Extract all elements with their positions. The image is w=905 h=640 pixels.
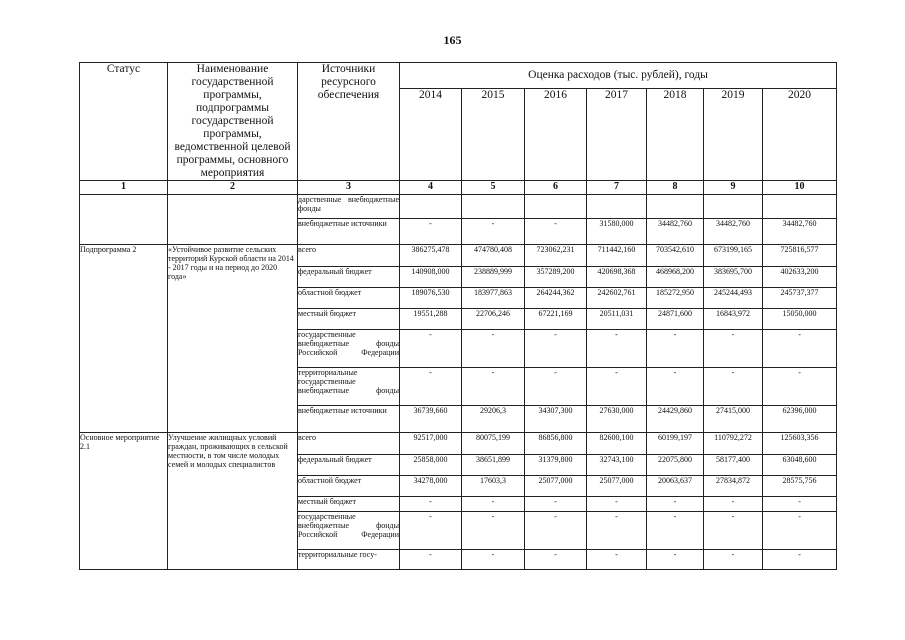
value-cell: 17603,3	[462, 476, 525, 497]
value-cell: 383695,700	[704, 267, 763, 288]
value-cell: 25077,000	[525, 476, 587, 497]
value-cell: 34482,760	[704, 219, 763, 245]
budget-table	[79, 62, 837, 570]
value-cell: -	[462, 330, 525, 368]
source-cell: внебюджетные источники	[298, 406, 400, 433]
value-cell: 386275,478	[400, 245, 462, 267]
value-cell: 402633,200	[763, 267, 837, 288]
value-cell	[400, 195, 462, 219]
value-cell: -	[763, 368, 837, 406]
value-cell: 15050,000	[763, 309, 837, 330]
value-cell: -	[763, 497, 837, 512]
program-name-cell: Улучшение жилищных условий граждан, проживающих в сельской местности, в том числе молодых семей и молодых специалистов	[168, 433, 298, 570]
value-cell: 62396,000	[763, 406, 837, 433]
header-estimate: Оценка расходов (тыс. рублей), годы	[400, 63, 837, 89]
value-cell: 27630,000	[587, 406, 647, 433]
value-cell: -	[400, 512, 462, 550]
value-cell: 703542,610	[647, 245, 704, 267]
value-cell: -	[525, 219, 587, 245]
value-cell: -	[525, 550, 587, 570]
value-cell: -	[704, 330, 763, 368]
value-cell: 245244,493	[704, 288, 763, 309]
column-number: 1	[80, 181, 168, 195]
header-sources: Источники ресурсного обеспечения	[298, 63, 400, 181]
value-cell	[462, 195, 525, 219]
value-cell	[647, 195, 704, 219]
value-cell: -	[704, 497, 763, 512]
value-cell: 711442,160	[587, 245, 647, 267]
value-cell: -	[587, 330, 647, 368]
header-year: 2020	[763, 89, 837, 181]
value-cell: 673199,165	[704, 245, 763, 267]
value-cell: -	[647, 497, 704, 512]
value-cell: 24429,860	[647, 406, 704, 433]
value-cell: 22075,800	[647, 455, 704, 476]
value-cell: 32743,100	[587, 455, 647, 476]
value-cell: -	[400, 368, 462, 406]
value-cell: 34307,300	[525, 406, 587, 433]
value-cell: 22706,246	[462, 309, 525, 330]
status-cell	[80, 195, 168, 245]
value-cell: 24871,600	[647, 309, 704, 330]
value-cell: 468968,200	[647, 267, 704, 288]
page-number: 165	[443, 33, 462, 47]
header-year: 2014	[400, 89, 462, 181]
table-row	[80, 195, 837, 219]
value-cell: -	[400, 550, 462, 570]
value-cell: 31580,000	[587, 219, 647, 245]
value-cell: -	[587, 550, 647, 570]
source-cell: территориальные государственные внебюджетные фонды	[298, 368, 400, 406]
table-body	[80, 195, 837, 570]
value-cell: -	[462, 512, 525, 550]
column-number: 3	[298, 181, 400, 195]
value-cell: -	[647, 330, 704, 368]
value-cell: -	[704, 512, 763, 550]
value-cell: -	[525, 512, 587, 550]
value-cell: 38651,899	[462, 455, 525, 476]
value-cell: -	[525, 330, 587, 368]
source-cell: местный бюджет	[298, 309, 400, 330]
source-cell: дарственные внебюджетные фонды	[298, 195, 400, 219]
column-number: 9	[704, 181, 763, 195]
value-cell: -	[704, 550, 763, 570]
value-cell: 140908,000	[400, 267, 462, 288]
value-cell: 20511,031	[587, 309, 647, 330]
value-cell: -	[400, 219, 462, 245]
column-number: 10	[763, 181, 837, 195]
value-cell: 67221,169	[525, 309, 587, 330]
value-cell: -	[587, 368, 647, 406]
value-cell: 242602,761	[587, 288, 647, 309]
value-cell: 723062,231	[525, 245, 587, 267]
source-cell: территориальные госу-	[298, 550, 400, 570]
source-cell: всего	[298, 245, 400, 267]
value-cell: 27834,872	[704, 476, 763, 497]
value-cell: -	[647, 368, 704, 406]
column-number: 4	[400, 181, 462, 195]
value-cell: 28575,756	[763, 476, 837, 497]
value-cell: -	[525, 368, 587, 406]
program-name-cell: «Устойчивое развитие сельских территорий Курской области на 2014 - 2017 годы и на период до 2020 года»	[168, 245, 298, 433]
value-cell: 19551,288	[400, 309, 462, 330]
column-number: 6	[525, 181, 587, 195]
value-cell: -	[587, 512, 647, 550]
value-cell: -	[400, 330, 462, 368]
header-year: 2018	[647, 89, 704, 181]
value-cell: -	[704, 368, 763, 406]
value-cell: 92517,000	[400, 433, 462, 455]
value-cell: 82600,100	[587, 433, 647, 455]
value-cell: -	[462, 368, 525, 406]
value-cell: 29206,3	[462, 406, 525, 433]
value-cell: 60199,197	[647, 433, 704, 455]
value-cell: 80075,199	[462, 433, 525, 455]
value-cell: 245737,377	[763, 288, 837, 309]
table-row	[80, 245, 837, 267]
value-cell: 357289,200	[525, 267, 587, 288]
value-cell: 185272,950	[647, 288, 704, 309]
header-status: Статус	[80, 63, 168, 181]
source-cell: местный бюджет	[298, 497, 400, 512]
program-name-cell	[168, 195, 298, 245]
value-cell: -	[462, 497, 525, 512]
value-cell: -	[647, 550, 704, 570]
value-cell: 86856,800	[525, 433, 587, 455]
value-cell: 25077,000	[587, 476, 647, 497]
value-cell: 189076,530	[400, 288, 462, 309]
value-cell: -	[462, 550, 525, 570]
value-cell: 110792,272	[704, 433, 763, 455]
status-cell: Подпрограмма 2	[80, 245, 168, 433]
header-year: 2019	[704, 89, 763, 181]
source-cell: государственные внебюджетные фонды Российской Федерации	[298, 512, 400, 550]
value-cell: 34482,760	[763, 219, 837, 245]
value-cell: -	[647, 512, 704, 550]
value-cell: 125603,356	[763, 433, 837, 455]
value-cell	[587, 195, 647, 219]
source-cell: федеральный бюджет	[298, 267, 400, 288]
value-cell: 27415,000	[704, 406, 763, 433]
column-number: 7	[587, 181, 647, 195]
status-cell: Основное мероприятие 2.1	[80, 433, 168, 570]
value-cell	[763, 195, 837, 219]
value-cell: -	[525, 497, 587, 512]
value-cell: 238889,999	[462, 267, 525, 288]
header-name: Наименование государственной программы, подпрограммы государственной программы, ведомственной целевой программы, основного мероприятия	[168, 63, 298, 181]
value-cell: -	[763, 550, 837, 570]
table-row	[80, 433, 837, 455]
value-cell: -	[763, 330, 837, 368]
value-cell: 34482,760	[647, 219, 704, 245]
value-cell: 474780,408	[462, 245, 525, 267]
value-cell: -	[587, 497, 647, 512]
source-cell: внебюджетные источники	[298, 219, 400, 245]
value-cell: 58177,400	[704, 455, 763, 476]
value-cell	[704, 195, 763, 219]
column-number: 5	[462, 181, 525, 195]
header-year: 2016	[525, 89, 587, 181]
column-number: 8	[647, 181, 704, 195]
value-cell: 34278,000	[400, 476, 462, 497]
header-year: 2017	[587, 89, 647, 181]
value-cell: 183977,863	[462, 288, 525, 309]
value-cell: 264244,362	[525, 288, 587, 309]
value-cell: 725816,577	[763, 245, 837, 267]
source-cell: федеральный бюджет	[298, 455, 400, 476]
source-cell: областной бюджет	[298, 476, 400, 497]
value-cell: -	[763, 512, 837, 550]
value-cell: 420698,368	[587, 267, 647, 288]
source-cell: государственные внебюджетные фонды Российской Федерации	[298, 330, 400, 368]
header-year: 2015	[462, 89, 525, 181]
value-cell: -	[462, 219, 525, 245]
value-cell: 16843,972	[704, 309, 763, 330]
value-cell: 20063,637	[647, 476, 704, 497]
value-cell: 63048,600	[763, 455, 837, 476]
value-cell: 31379,800	[525, 455, 587, 476]
value-cell: 25858,000	[400, 455, 462, 476]
source-cell: областной бюджет	[298, 288, 400, 309]
value-cell: -	[400, 497, 462, 512]
value-cell	[525, 195, 587, 219]
value-cell: 36739,660	[400, 406, 462, 433]
column-number: 2	[168, 181, 298, 195]
source-cell: всего	[298, 433, 400, 455]
